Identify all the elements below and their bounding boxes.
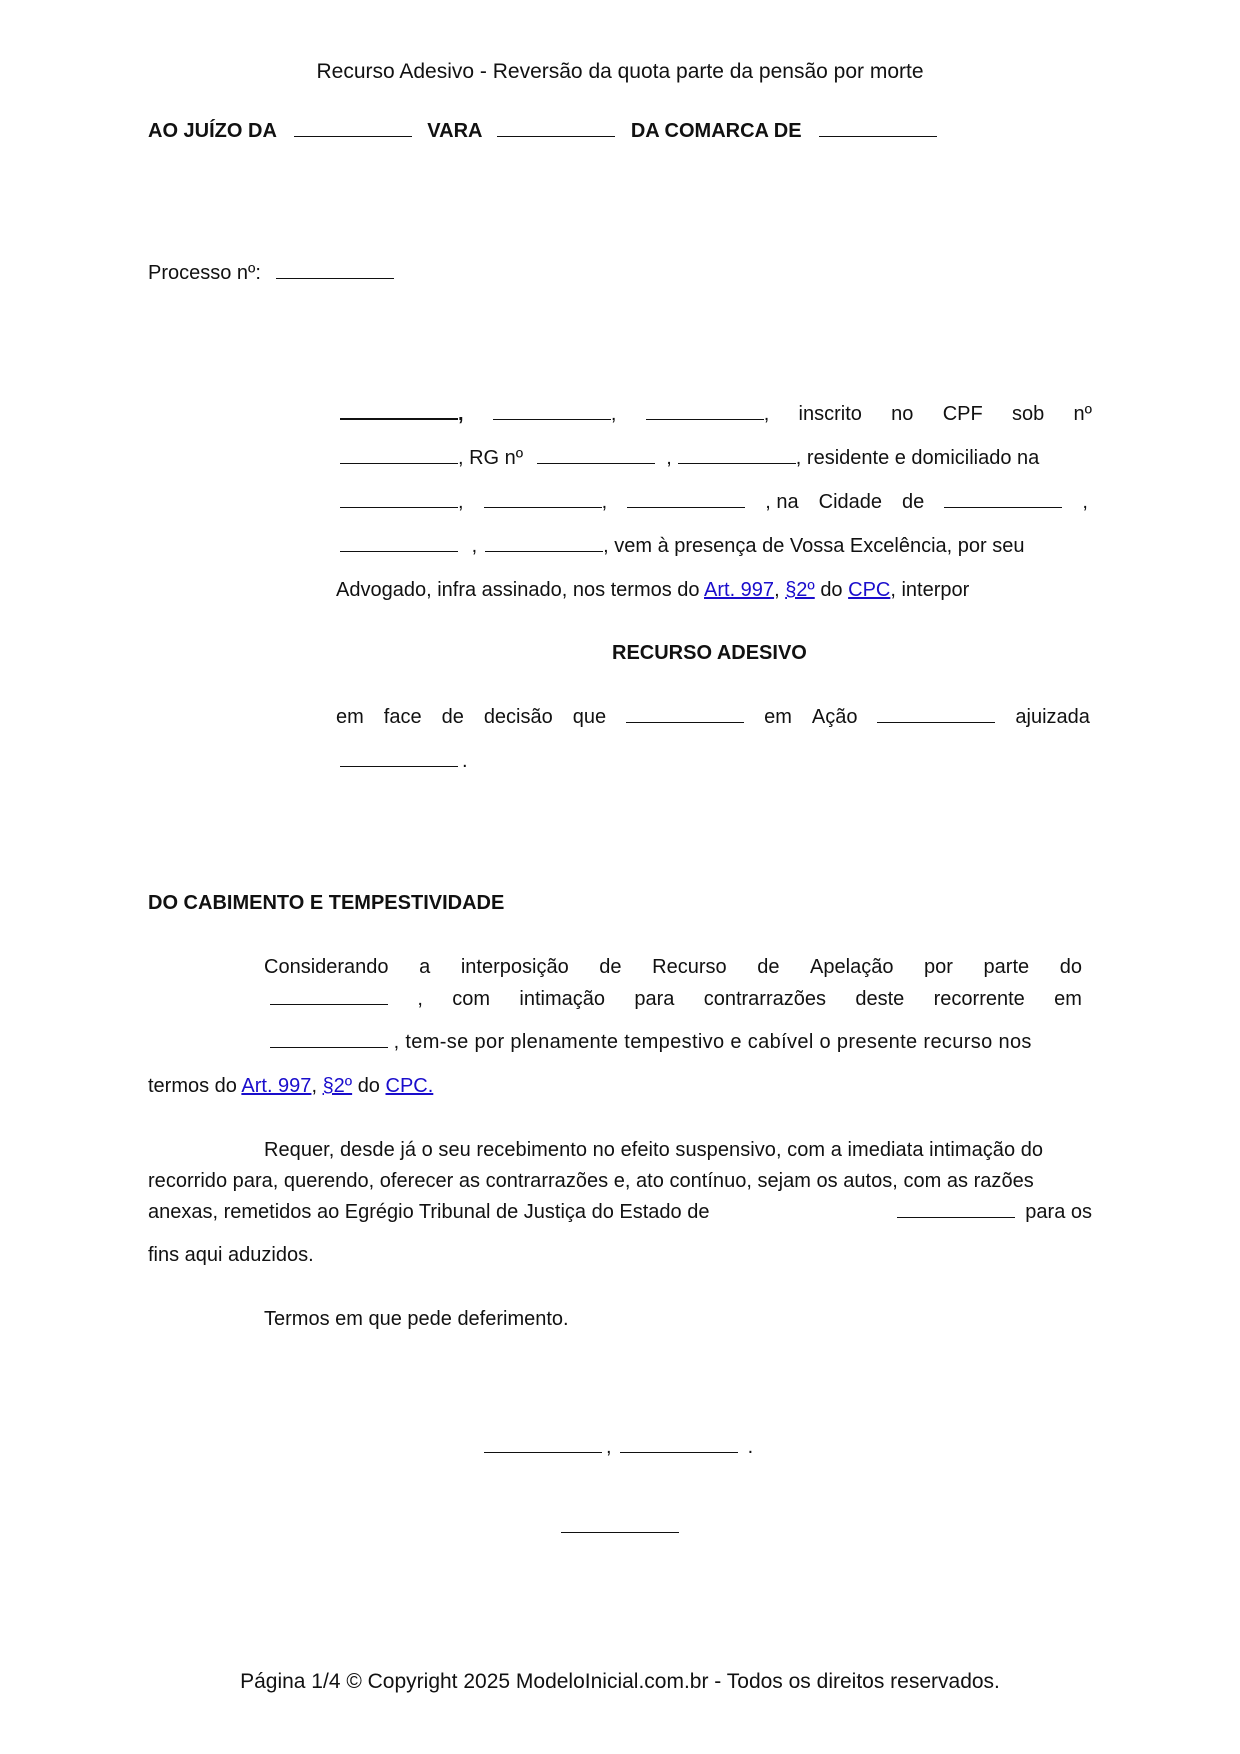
blank-name xyxy=(340,404,458,420)
c-word: do xyxy=(1059,956,1082,978)
word-decisao: decisão xyxy=(483,706,553,728)
word-em: em xyxy=(336,706,364,728)
word-sob: sob xyxy=(1011,403,1045,425)
word-na: na xyxy=(776,491,799,513)
comarca-label: DA COMARCA DE xyxy=(630,120,802,142)
page-footer: Página 1/4 © Copyright 2025 ModeloInicial.com.br - Todos os direitos reservados. xyxy=(240,1670,1000,1693)
signature-line xyxy=(561,1516,679,1539)
qualification-line-5: Advogado, infra assinado, nos termos do Art. 997, §2º do CPC, interpor xyxy=(336,579,970,601)
c-word: Apelação xyxy=(810,956,894,978)
qualification-line-3: , , , na Cidade de , xyxy=(340,491,1088,514)
vem-label: , vem à presença de Vossa Excelência, por seu xyxy=(603,535,1025,557)
qualification-line-1: , , , inscrito no CPF sob nº xyxy=(340,403,1092,426)
blank-processo xyxy=(276,264,394,279)
blank-signature xyxy=(561,1518,679,1533)
blank-comarca xyxy=(819,122,937,137)
blank-rg xyxy=(537,449,655,464)
processo-label: Processo nº: xyxy=(148,262,261,284)
word-nro: nº xyxy=(1073,403,1092,425)
c-word: recorrente xyxy=(933,988,1025,1010)
qualification-line-2: , RG nº , , residente e domiciliado na xyxy=(340,447,1039,470)
blank-state xyxy=(340,537,458,552)
blank-date xyxy=(270,1033,388,1048)
c-word: com xyxy=(452,988,491,1010)
requer-line-2: recorrido para, querendo, oferecer as contrarrazões e, ato contínuo, sejam os autos, com as razões xyxy=(148,1170,1034,1192)
requer-line-1: Requer, desde já o seu recebimento no efeito suspensivo, com a imediata intimação do xyxy=(264,1139,1044,1161)
word-inscrito: inscrito xyxy=(798,403,862,425)
c-word: parte xyxy=(983,956,1030,978)
word-de-2: de xyxy=(441,706,464,728)
word-que: que xyxy=(572,706,607,728)
cpc-link[interactable]: CPC xyxy=(848,579,891,601)
c-word: para xyxy=(634,988,675,1010)
blank-civil-status xyxy=(646,405,764,420)
c-word: a xyxy=(419,956,431,978)
recurso-heading: RECURSO ADESIVO xyxy=(612,642,807,664)
c-word: Considerando xyxy=(264,956,389,978)
section-title: DO CABIMENTO E TEMPESTIVIDADE xyxy=(148,892,505,914)
requer-line-4: fins aqui aduzidos. xyxy=(148,1244,314,1266)
paragraph-2-link-2[interactable]: §2º xyxy=(322,1075,353,1097)
considerando-line-1 xyxy=(264,956,1082,979)
rg-label: , RG nº xyxy=(458,447,524,469)
blank-cep xyxy=(485,537,603,552)
c-word: de xyxy=(757,956,780,978)
word-de: de xyxy=(902,491,925,513)
blank-street xyxy=(340,493,458,508)
word-do: do xyxy=(820,579,843,601)
word-cpf: CPF xyxy=(942,403,983,425)
para-os-text: para os xyxy=(1025,1201,1092,1223)
face-line-2: . xyxy=(340,750,468,773)
closing-text: Termos em que pede deferimento. xyxy=(264,1308,569,1330)
processo-line xyxy=(148,262,394,285)
cpc-link-2[interactable]: CPC. xyxy=(385,1075,434,1097)
blank-ajuizada xyxy=(340,752,458,767)
blank-number xyxy=(484,493,602,508)
c-word: deste xyxy=(855,988,905,1010)
place-date-line: , . xyxy=(484,1436,753,1459)
c-word: interposição xyxy=(460,956,569,978)
ao-juizo-label: AO JUÍZO DA xyxy=(148,120,277,142)
art-997-link-2[interactable]: Art. 997 xyxy=(241,1075,312,1097)
word-ajuizada: ajuizada xyxy=(1015,706,1090,728)
face-line-1 xyxy=(336,706,1090,729)
blank-nationality xyxy=(493,405,611,420)
interpor-text: , interpor xyxy=(890,579,970,601)
c-word: em xyxy=(1054,988,1082,1010)
advogado-text: Advogado, infra assinado, nos termos do xyxy=(336,579,700,601)
art-997-link[interactable]: Art. 997 xyxy=(704,579,775,601)
word-acao: Ação xyxy=(811,706,858,728)
document-title: Recurso Adesivo - Reversão da quota parte da pensão por morte xyxy=(316,60,924,83)
c-word: , xyxy=(417,988,423,1010)
termos-do-text: termos do xyxy=(148,1075,237,1097)
blank-district xyxy=(627,493,745,508)
blank-city xyxy=(944,493,1062,508)
considerando-text-3: , tem-se por plenamente tempestivo e cabível o presente recurso nos xyxy=(393,1031,1032,1053)
blank-apelante xyxy=(270,990,388,1005)
c-word: intimação xyxy=(519,988,605,1010)
residente-label: , residente e domiciliado na xyxy=(795,447,1040,469)
blank-cpf xyxy=(340,449,458,464)
requer-line-3 xyxy=(148,1201,1092,1224)
considerando-line-3 xyxy=(270,1031,1032,1054)
blank-place xyxy=(484,1438,602,1453)
qualification-line-4: , , vem à presença de Vossa Excelência, por seu xyxy=(340,535,1024,558)
requer-text-3: anexas, remetidos ao Egrégio Tribunal de Justiça do Estado de xyxy=(148,1201,710,1223)
c-word: contrarrazões xyxy=(703,988,826,1010)
blank-decision xyxy=(626,708,744,723)
blank-vara xyxy=(497,122,615,137)
blank-action xyxy=(877,708,995,723)
word-do-2: do xyxy=(357,1075,380,1097)
blank-address xyxy=(678,449,796,464)
court-header xyxy=(148,120,937,143)
c-word: por xyxy=(924,956,953,978)
blank-signature-date xyxy=(620,1438,738,1453)
word-cidade: Cidade xyxy=(818,491,883,513)
considerando-line-2 xyxy=(270,988,1082,1011)
blank-juizo xyxy=(294,122,412,137)
word-em-2: em xyxy=(764,706,792,728)
considerando-line-4: termos do Art. 997, §2º do CPC. xyxy=(148,1075,434,1097)
word-no: no xyxy=(891,403,914,425)
word-face: face xyxy=(383,706,422,728)
blank-estado xyxy=(897,1203,1015,1218)
paragraph-2-link[interactable]: §2º xyxy=(785,579,815,601)
c-word: de xyxy=(599,956,622,978)
c-word: Recurso xyxy=(652,956,727,978)
vara-label: VARA xyxy=(427,120,482,142)
